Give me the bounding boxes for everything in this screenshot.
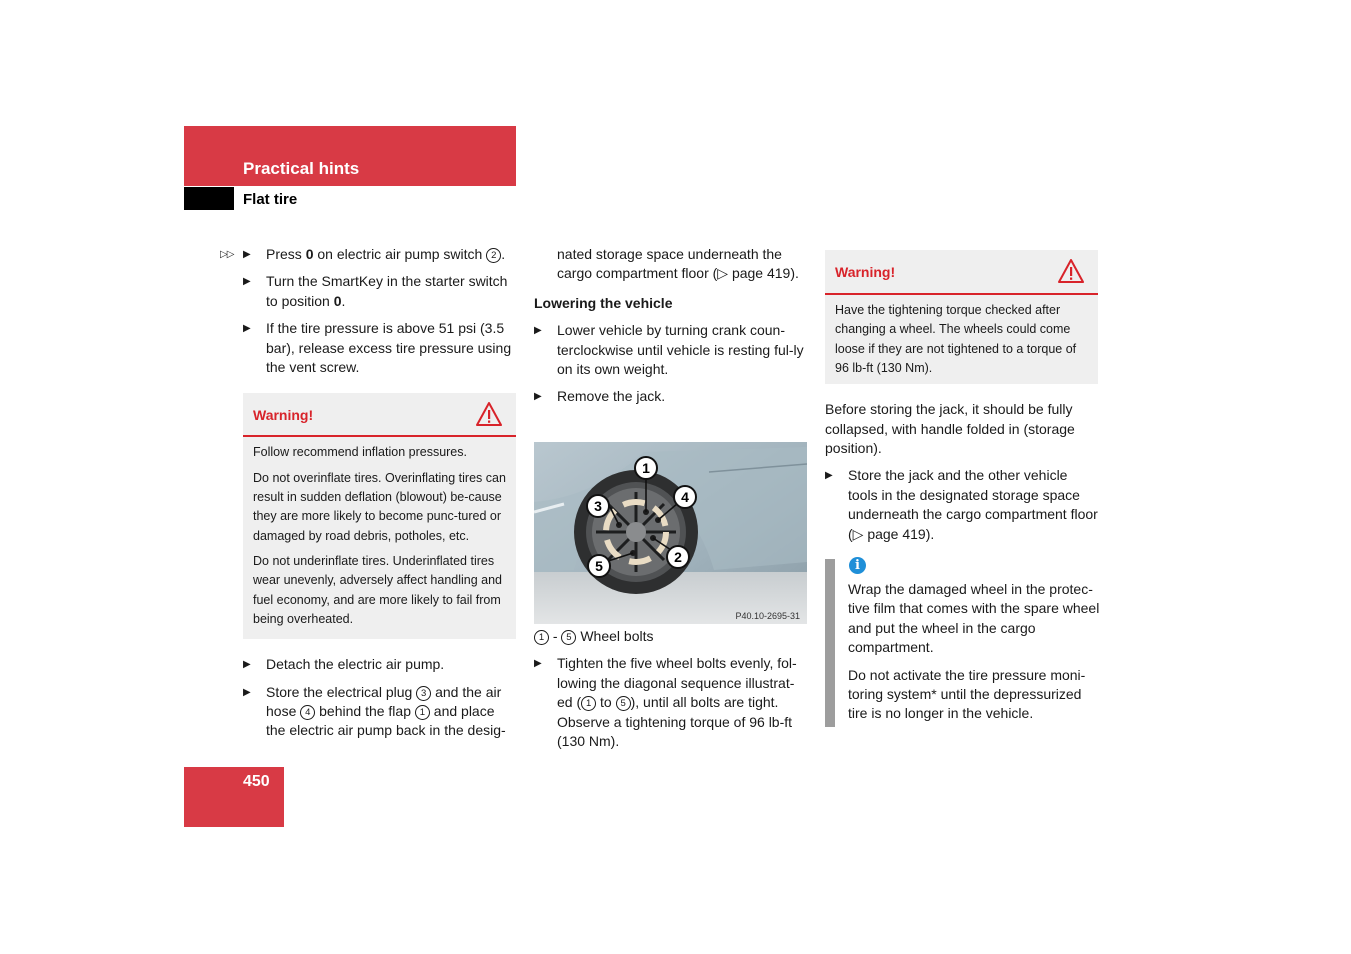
ref-number: 5: [616, 696, 631, 711]
info-icon: i: [849, 557, 866, 574]
warning-triangle-icon: [1058, 258, 1084, 284]
continued-text: nated storage space underneath the cargo compartment floor (▷ page 419).: [557, 246, 799, 282]
triangle-bullet-icon: ▶: [243, 249, 251, 260]
bolt-callout: [674, 486, 696, 508]
ref-number: 1: [581, 696, 596, 711]
warning-label: Warning!: [253, 407, 314, 424]
bolt-label: 2: [674, 549, 682, 565]
ref-number: 3: [416, 686, 431, 701]
ref-number: 1: [534, 630, 549, 645]
step-turn-key: ▶ Turn the SmartKey in the starter switch to position 0.: [243, 273, 508, 309]
header-marker: [184, 187, 234, 210]
bolt-callout: [587, 495, 609, 517]
continued-arrows-icon: ▷▷: [220, 249, 234, 260]
warning-text: Follow recommend inflation pressures.: [253, 445, 467, 460]
warning-text: Have the tightening torque checked after changing a wheel. The wheels could come loose if they are not tightened to a torque of 96 lb-ft (130 Nm).: [835, 303, 1077, 375]
step-lower-vehicle: ▶ Lower vehicle by turning crank coun-terclockwise until vehicle is resting ful-ly on its own weight.: [534, 322, 804, 378]
subsection-title: Flat tire: [243, 191, 298, 208]
bolt-label: 5: [595, 558, 603, 574]
column-3: [825, 250, 1098, 552]
page-number: 450: [243, 773, 270, 790]
bolt-label: 3: [594, 498, 602, 514]
bolt-label: 4: [681, 489, 689, 505]
triangle-bullet-icon: ▶: [243, 686, 251, 698]
ref-number: 2: [486, 248, 501, 263]
triangle-bullet-icon: ▶: [243, 659, 251, 671]
bolt-label: 1: [642, 460, 650, 476]
info-text: Wrap the damaged wheel in the protec-tive film that comes with the spare wheel and put the wheel in the cargo compartment.: [848, 581, 1100, 656]
step-store-jack: ▶ Store the jack and the other vehicle tools in the designated storage space underneath the cargo compartment floor (▷ page 419).: [825, 467, 1098, 542]
storing-jack-text: Before storing the jack, it should be fully collapsed, with handle folded in (storage position).: [825, 401, 1075, 456]
step-remove-jack: ▶ Remove the jack.: [534, 387, 807, 406]
triangle-bullet-icon: ▶: [534, 658, 542, 670]
warning-text: Do not overinflate tires. Overinflating tires can result in sudden deflation (blowout) be-cause they are more likely to become punc-tured or damaged by road debris, potholes, etc.: [253, 470, 506, 543]
step-tire-pressure: ▶ If the tire pressure is above 51 psi (3.5 bar), release excess tire pressure using the vent screw.: [243, 320, 512, 376]
image-code: P40.10-2695-31: [735, 611, 800, 621]
step-tighten-bolts: ▶ Tighten the five wheel bolts evenly, fol-lowing the diagonal sequence illustrat-ed ( 1 to 5 ), until all bolts are tight. Observe a tightening torque of 96 lb-ft (130 Nm).: [534, 655, 797, 750]
section-title: Practical hints: [243, 159, 360, 178]
triangle-bullet-icon: ▶: [243, 276, 251, 288]
column-2: [534, 245, 807, 415]
column-1: [220, 245, 516, 749]
section-heading: Lowering the vehicle: [534, 294, 673, 311]
info-text: Do not activate the tire pressure moni-toring system* until the depressurized tire is no longer in the vehicle.: [848, 666, 1086, 722]
triangle-bullet-icon: ▶: [534, 391, 542, 403]
triangle-bullet-icon: ▶: [825, 470, 833, 482]
warning-text: Do not underinflate tires. Underinflated tires wear unevenly, adversely affect handling and fuel economy, and are more likely to fail from being overheated.: [253, 553, 503, 626]
ref-number: 1: [415, 705, 430, 720]
warning-label: Warning!: [835, 264, 896, 280]
step-store-plug: ▶ Store the electrical plug 3 and the air hose 4 behind the flap 1 and place the electric air pump back in the desig-: [243, 683, 506, 739]
ref-number: 4: [300, 705, 315, 720]
wheel-bolts-illustration: [534, 442, 807, 624]
bolt-callout: [667, 546, 689, 568]
ref-number: 5: [561, 630, 576, 645]
info-box: [848, 580, 1100, 732]
column-2-lower: [534, 627, 807, 759]
figure-caption: 1 - 5 Wheel bolts: [534, 627, 807, 646]
warning-box-inflation: [243, 393, 516, 639]
bolt-callout: [588, 555, 610, 577]
triangle-bullet-icon: ▶: [243, 323, 251, 335]
step-detach-pump: ▶ Detach the electric air pump.: [243, 655, 516, 674]
bolt-callout: [635, 457, 657, 479]
warning-box-torque: [825, 250, 1098, 384]
step-press-switch: ▷▷ ▶ Press 0 on electric air pump switch 2 .: [243, 245, 516, 264]
warning-triangle-icon: [476, 401, 502, 427]
triangle-bullet-icon: ▶: [534, 325, 542, 337]
info-bar: [825, 559, 835, 727]
